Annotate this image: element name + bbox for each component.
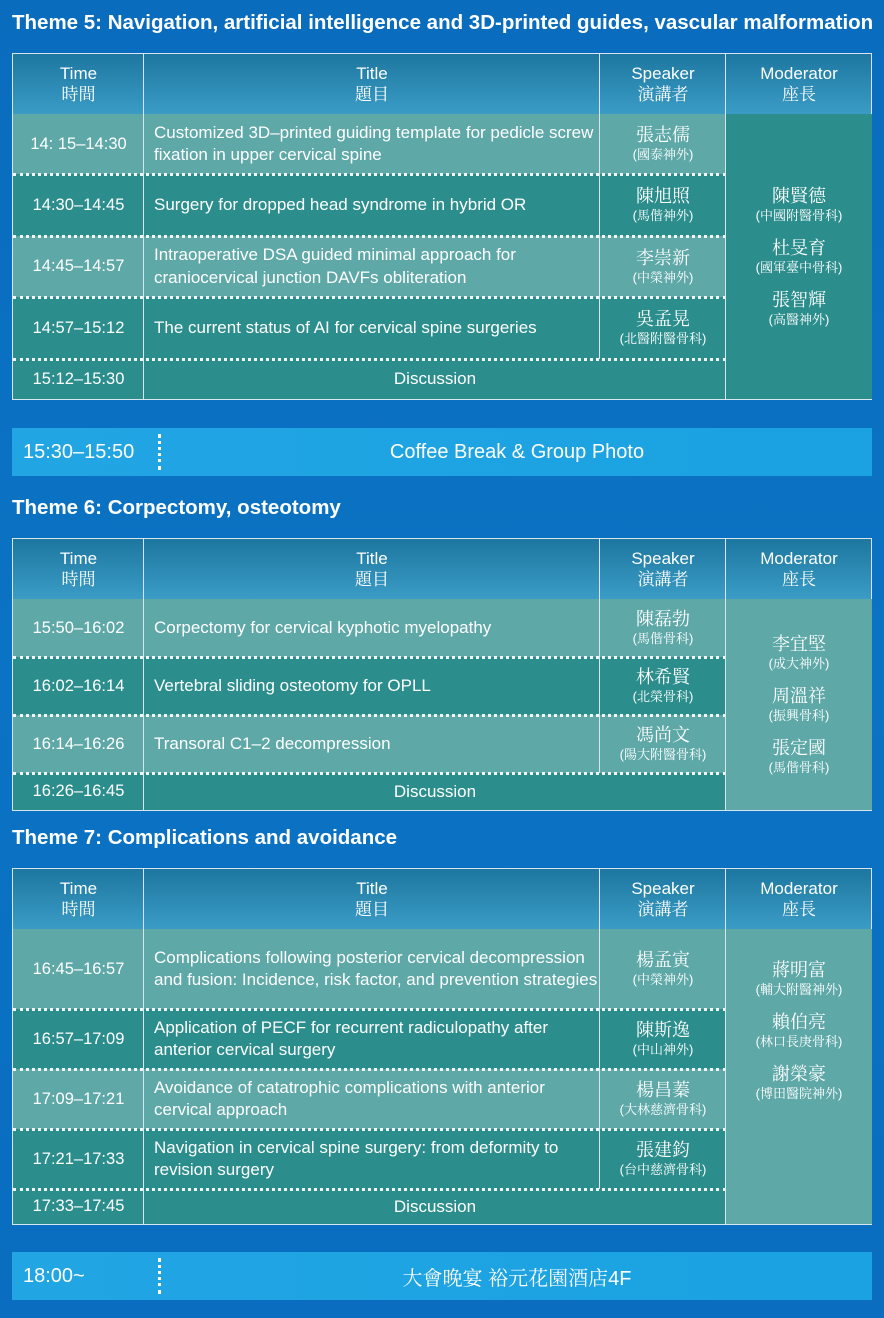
break-time: 15:30–15:50 [23,440,135,463]
discussion-label: Discussion [393,1196,477,1216]
row-title: Customized 3D–printed guiding template for pedicle screw fixation in upper cervical spine [154,122,594,164]
moderator-name: 陳賢德 [772,185,826,206]
row-affiliation: (北榮骨科) [632,689,694,704]
table-header [13,539,871,599]
moderator-name: 杜旻育 [772,237,826,258]
row-speaker: 楊昌蓁 [636,1080,690,1100]
header-speaker: Speaker [631,879,695,898]
theme7-table [12,868,872,1225]
theme5-title: Theme 5: Navigation, artificial intelligence and 3D-printed guides, vascular malformation [12,11,874,34]
row-speaker: 陳旭照 [636,186,690,206]
header-moderator-zh: 座長 [782,85,816,104]
row-speaker: 吳孟晃 [636,309,690,329]
row-divider [13,173,726,176]
row-title: Transoral C1–2 decompression [154,733,391,753]
table-header [13,54,871,114]
header-speaker: Speaker [631,549,695,568]
column-divider [725,539,726,810]
row-title: Avoidance of catatrophic complications with anterior cervical approach [154,1077,545,1119]
row-speaker: 陳斯逸 [636,1020,690,1040]
moderator-affiliation: (馬偕骨科) [768,759,830,775]
header-title: Title [356,64,388,83]
discussion-label: Discussion [393,781,477,801]
header-moderator-zh: 座長 [782,570,816,589]
row-time: 17:21–17:33 [32,1149,125,1168]
header-title-zh: 題目 [355,900,389,919]
row-title: Complications following posterior cervical decompression and fusion: Incidence, risk factor, and prevention strategies [154,947,598,989]
theme7-title: Theme 7: Complications and avoidance [12,826,398,849]
row-divider [13,1068,726,1071]
row-speaker: 楊孟寅 [636,950,690,970]
header-time: Time [59,879,98,898]
column-divider [725,869,726,1224]
header-time: Time [59,549,98,568]
row-time: 16:57–17:09 [32,1029,125,1048]
row-time: 16:02–16:14 [32,676,125,695]
column-divider [143,869,144,1224]
column-divider [599,539,600,773]
banquet-label: 大會晚宴 裕元花園酒店4F [402,1267,632,1290]
moderator-name: 李宜堅 [772,633,826,654]
band-divider [158,434,161,470]
break-label: Coffee Break & Group Photo [389,440,645,463]
moderator-affiliation: (中國附醫骨科) [755,207,843,223]
row-time: 14:30–14:45 [32,195,125,214]
header-title: Title [356,549,388,568]
header-speaker-zh: 演講者 [637,85,689,104]
row-speaker: 林希賢 [636,667,690,687]
row-title: Vertebral sliding osteotomy for OPLL [154,675,431,695]
moderator-column [726,929,872,1224]
moderator-name: 張智輝 [772,289,826,310]
row-speaker: 馮尚文 [636,725,690,745]
row-title: Surgery for dropped head syndrome in hybrid OR [154,194,527,214]
row-title: The current status of AI for cervical spine surgeries [154,317,537,337]
row-time: 16:45–16:57 [32,959,125,978]
moderator-affiliation: (博田醫院神外) [755,1086,843,1101]
row-title: Intraoperative DSA guided minimal approach for craniocervical junction DAVFs obliteration [154,245,516,287]
row-affiliation: (中榮神外) [632,972,694,987]
row-time: 14:45–14:57 [32,257,125,275]
row-speaker: 陳磊勃 [636,609,690,629]
row-affiliation: (中山神外) [632,1042,694,1057]
theme6-title: Theme 6: Corpectomy, osteotomy [12,496,341,519]
discussion-time: 17:33–17:45 [32,1197,125,1215]
row-divider [13,235,726,238]
moderator-affiliation: (高醫神外) [768,311,830,327]
moderator-affiliation: (振興骨科) [768,707,830,723]
header-speaker-zh: 演講者 [637,570,689,589]
moderator-affiliation: (輔大附醫神外) [755,982,843,997]
row-divider [13,1128,726,1131]
row-time: 14:57–15:12 [32,318,125,337]
coffee-break-band [12,428,872,476]
header-time: Time [59,64,98,83]
header-speaker: Speaker [631,64,695,83]
row-affiliation: (陽大附醫骨科) [619,747,707,762]
moderator-name: 謝榮豪 [772,1064,826,1084]
band-divider [158,1258,161,1294]
moderator-name: 周溫祥 [772,685,826,706]
row-affiliation: (中榮神外) [632,269,694,285]
row-time: 14: 15–14:30 [30,134,127,153]
header-moderator: Moderator [760,879,838,898]
discussion-time: 16:26–16:45 [32,782,125,800]
column-divider [143,539,144,810]
header-moderator-zh: 座長 [782,900,816,919]
discussion-time: 15:12–15:30 [32,369,125,388]
moderator-column [726,114,872,399]
moderator-affiliation: (成大神外) [768,655,830,671]
theme6-table [12,538,872,811]
header-time-zh: 時間 [61,570,96,589]
row-title: Navigation in cervical spine surgery: from deformity to revision surgery [154,1137,559,1179]
header-speaker-zh: 演講者 [637,900,689,919]
moderator-name: 賴伯亮 [772,1012,826,1032]
row-time: 15:50–16:02 [32,618,125,637]
header-moderator: Moderator [760,549,838,568]
row-title: Application of PECF for recurrent radiculopathy after anterior cervical surgery [154,1017,549,1059]
moderator-name: 蔣明富 [772,960,826,980]
column-divider [599,869,600,1189]
banquet-time: 18:00~ [23,1264,85,1287]
moderator-affiliation: (林口長庚骨科) [755,1034,843,1049]
row-divider [13,714,726,717]
header-moderator: Moderator [760,64,838,83]
row-divider [13,772,726,775]
theme5-table [12,53,872,400]
row-affiliation: (國泰神外) [632,147,694,162]
row-time: 16:14–16:26 [32,734,125,753]
column-divider [143,54,144,399]
row-time: 17:09–17:21 [32,1089,125,1108]
row-affiliation: (馬偕骨科) [632,631,694,646]
column-divider [599,54,600,359]
moderator-column [726,599,872,810]
row-speaker: 李崇新 [636,247,690,268]
header-time-zh: 時間 [61,900,96,919]
row-divider [13,1188,726,1191]
header-time-zh: 時間 [61,85,96,104]
row-speaker: 張建鈞 [636,1140,690,1160]
row-affiliation: (馬偕神外) [632,208,694,223]
row-divider [13,656,726,659]
row-divider [13,358,726,361]
row-affiliation: (北醫附醫骨科) [619,331,707,346]
row-divider [13,1008,726,1011]
header-title: Title [356,879,388,898]
row-title: Corpectomy for cervical kyphotic myelopathy [154,617,492,637]
header-title-zh: 題目 [355,85,389,104]
row-affiliation: (台中慈濟骨科) [619,1162,707,1177]
table-header [13,869,871,929]
moderator-affiliation: (國軍臺中骨科) [755,259,843,275]
moderator-name: 張定國 [772,737,826,758]
row-divider [13,296,726,299]
row-speaker: 張志儒 [636,125,690,145]
column-divider [725,54,726,399]
discussion-label: Discussion [393,369,477,388]
header-title-zh: 題目 [355,570,389,589]
banquet-band [12,1252,872,1300]
row-affiliation: (大林慈濟骨科) [619,1102,707,1117]
